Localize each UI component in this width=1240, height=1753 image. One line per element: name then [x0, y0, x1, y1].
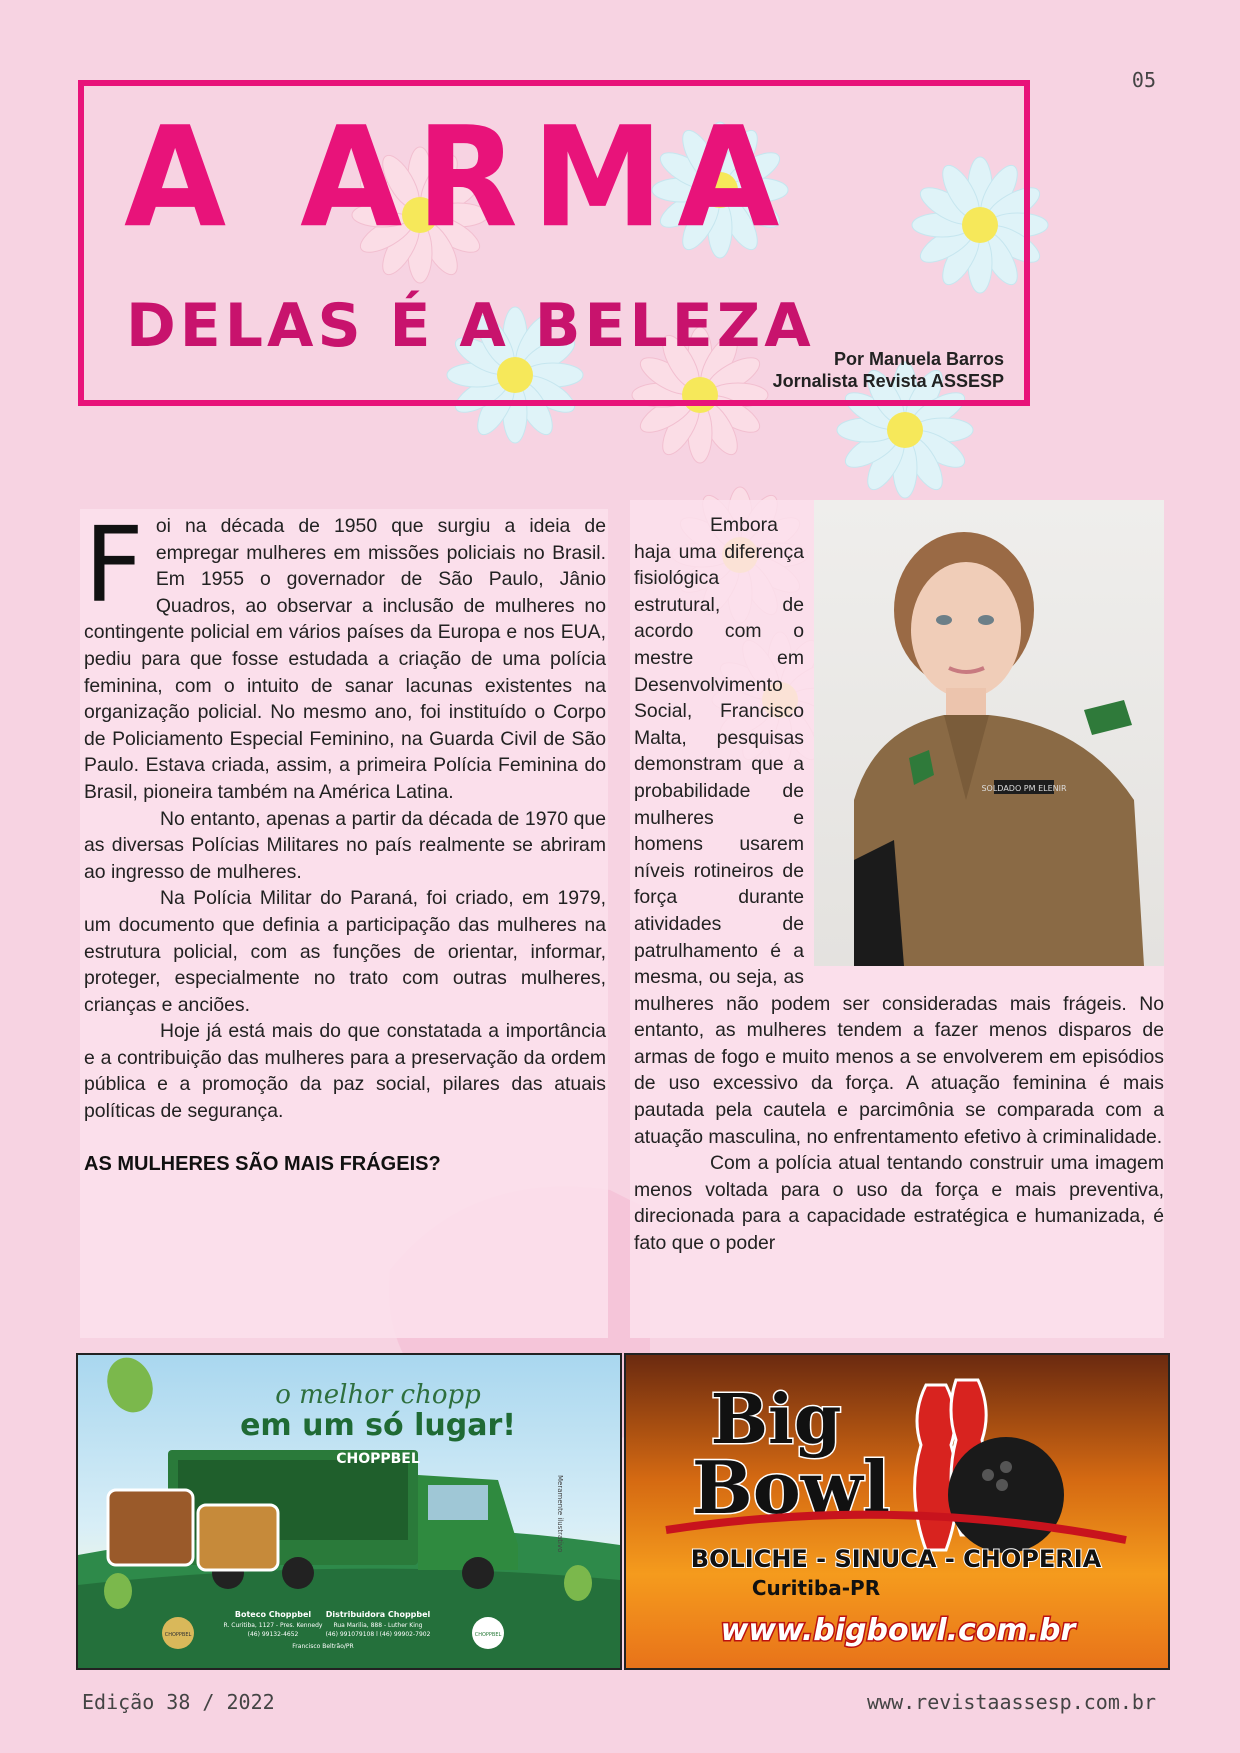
article-paragraph: Com a polícia atual tentando construir uma imagem menos voltada para o uso da força e mais preventiva, direcionada para a capacidade estratégica e humanizada, é fato que o poder — [634, 1152, 1164, 1255]
byline-author: Por Manuela Barros — [833, 349, 1004, 369]
ad-bigbowl-artwork — [626, 1355, 1168, 1668]
location1-address: R. Curitiba, 1127 - Pres. Kennedy — [223, 1622, 323, 1629]
location2-phone: (46) 991079108 l (46) 99902-7902 — [325, 1631, 431, 1638]
location1-title: Boteco Choppbel — [234, 1610, 312, 1619]
byline-role: Jornalista Revista ASSESP — [772, 371, 1004, 391]
article-paragraph: Embora haja uma diferença fisiológica estrutural, de acordo com o mestre em Desenvolvimento Social, Francisco Malta, pesquisas demonstram que a probabilidade de mulheres e homens usarem níveis rotineiros de força durante atividades de patrulhamento é a mesma, ou seja, as mulheres não podem ser consideradas mais frágeis. No entanto, as mulheres tendem a fazer menos disparos de armas de fogo e muito menos a se envolverem em episódios de uso excessivo da força. A atuação feminina é mais pautada pela cautela e parcimônia se comparada com a atuação masculina, no enfrentamento efetivo à criminalidade. — [634, 514, 1164, 1148]
footer-edition: Edição 38 / 2022 — [82, 1690, 275, 1714]
byline — [773, 348, 1004, 392]
ad-choppbel-artwork — [78, 1355, 620, 1668]
bigbowl-logo-line2: Bowl — [691, 1445, 891, 1530]
article-paragraph: No entanto, apenas a partir da década de 1970 que as diversas Polícias Militares no país realmente se abriram ao ingresso de mulheres. — [84, 807, 606, 883]
location2-title: Distribuidora Choppbel — [325, 1610, 431, 1619]
article-column-left — [80, 504, 608, 1338]
ad-choppbel-city: Francisco Beltrão/PR — [292, 1643, 354, 1650]
ad-choppbel-tagline-main: em um só lugar! — [240, 1408, 516, 1443]
title-subtitle: DELAS É A BELEZA — [126, 291, 815, 361]
officer-photo — [814, 500, 1164, 966]
paragraph-text: oi na década de 1950 que surgiu a ideia de empregar mulheres em missões policiais no Brasil. Em 1955 o governador de São Paulo, Jânio Quadros, ao observar a inclusão de mulheres no contingente policial em vários países da Europa e nos EUA, pediu para que fosse estudada a criação de uma polícia feminina, com o intuito de sanar lacunas existentes na organização policial. No mesmo ano, foi instituído o Corpo de Policiamento Especial Feminino, na Guarda Civil de São Paulo. Estava criada, assim, a primeira Polícia Feminina do Brasil, pioneira também na América Latina. — [84, 515, 606, 803]
ad-choppbel-logo-right: CHOPPBEL — [474, 1632, 502, 1638]
title-main: A ARMA — [124, 97, 794, 259]
article-column-right — [630, 500, 1164, 1338]
uniform-name-tag: SOLDADO PM ELENIR — [981, 784, 1067, 793]
truck-brand: CHOPPBEL — [336, 1451, 420, 1467]
bigbowl-services: BOLICHE - SINUCA - CHOPERIA — [690, 1545, 1102, 1573]
page-number: 05 — [1131, 68, 1156, 92]
ad-bigbowl[interactable] — [624, 1353, 1170, 1670]
ad-choppbel-tagline-script: o melhor chopp — [275, 1380, 481, 1410]
location1-phone: (46) 99132-4652 — [247, 1631, 299, 1638]
ad-choppbel-logo-left: CHOPPBEL — [164, 1632, 192, 1638]
officer-illustration — [814, 500, 1164, 966]
drop-cap: F — [84, 504, 144, 626]
article-paragraph: Na Polícia Militar do Paraná, foi criado, em 1979, um documento que definia a participação das mulheres na estrutura policial, com as funções de orientar, informar, proteger, especialmente no trato com outras mulheres, crianças e anciões. — [84, 887, 606, 1016]
ad-choppbel-credit: Meramente ilustrativo — [556, 1475, 564, 1553]
ad-choppbel[interactable] — [76, 1353, 622, 1670]
section-heading: AS MULHERES SÃO MAIS FRÁGEIS? — [84, 1152, 441, 1175]
article-paragraph: Hoje já está mais do que constatada a importância e a contribuição das mulheres para a preservação da ordem pública e a promoção da paz social, pilares das atuais políticas de segurança. — [84, 1020, 606, 1123]
title-frame — [78, 80, 1030, 406]
location2-address: Rua Marilia, 888 - Luther King — [333, 1622, 423, 1629]
footer-website[interactable]: www.revistaassesp.com.br — [867, 1690, 1156, 1714]
bigbowl-website[interactable]: www.bigbowl.com.br — [720, 1613, 1076, 1648]
bigbowl-city: Curitiba-PR — [751, 1576, 881, 1600]
bigbowl-logo-line1: Big — [710, 1380, 842, 1460]
article-paragraph — [84, 504, 606, 806]
